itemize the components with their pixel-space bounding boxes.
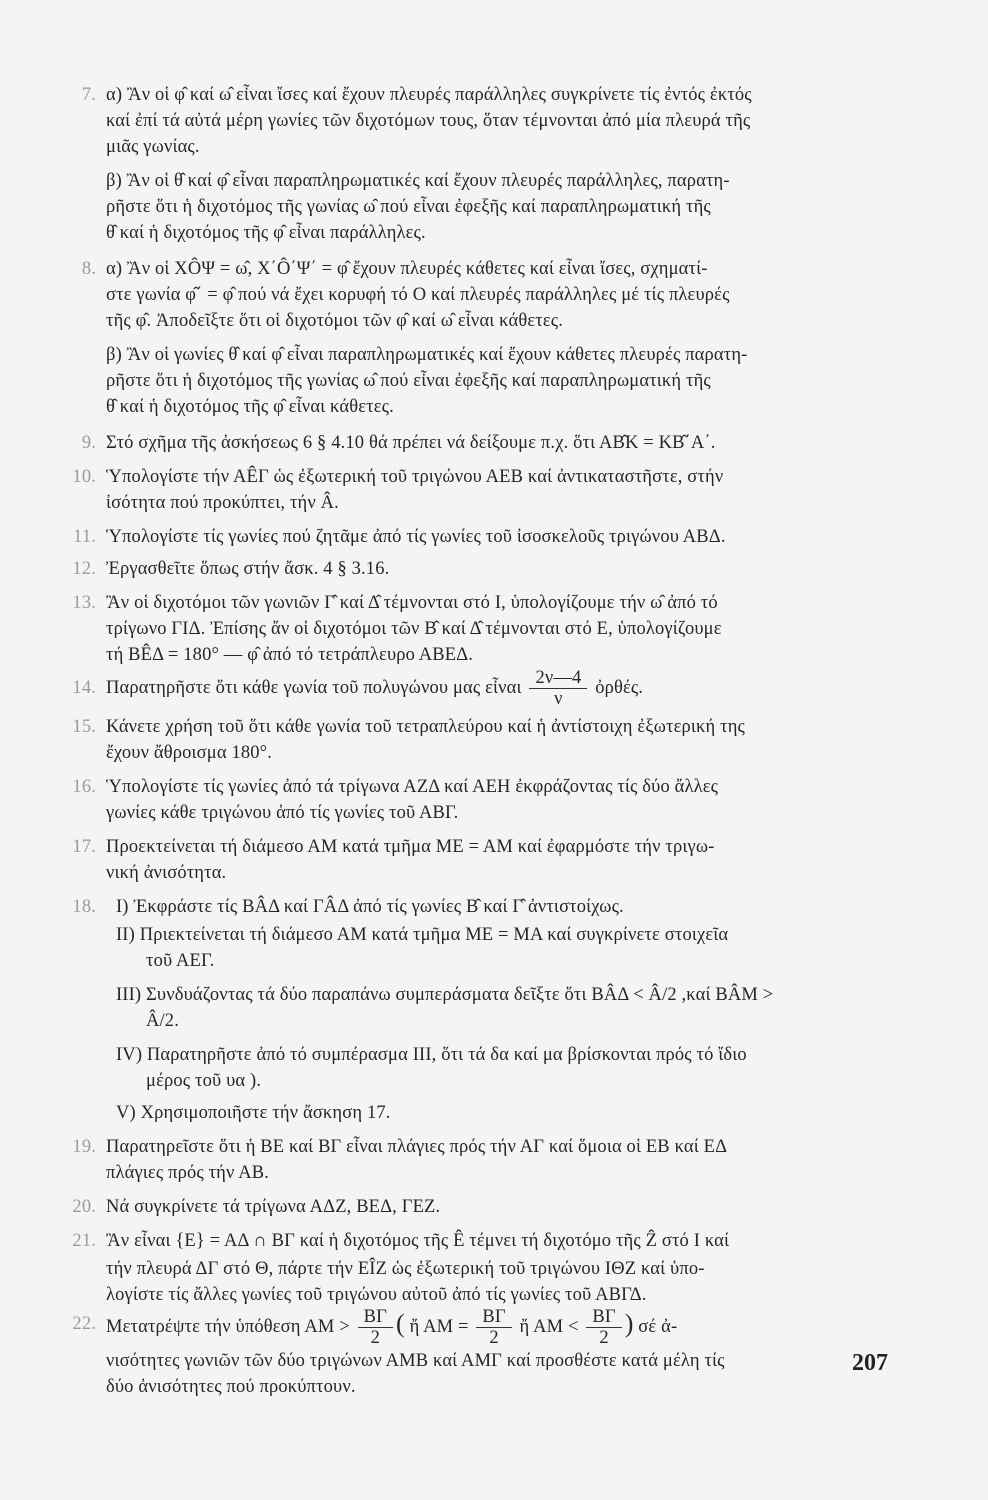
exercise-text: II) Πριεκτείνεται τή διάμεσο ΑΜ κατά τμῆμα ΜΕ = ΜΑ καί συγκρίνετε στοιχεῖα [116, 925, 729, 945]
exercise-number: 14. [72, 678, 96, 698]
exercise-text: ρῆστε ὅτι ἡ διχοτόμος τῆς γωνίας ω̂ πού εἶναι ἐφεξῆς καί παραπληρωματική τῆς [106, 371, 711, 391]
exercise-text: α) Ἂν οἱ φ̂ καί ω̂ εἶναι ἴσες καί ἔχουν πλευρές παράλληλες συγκρίνετε τίς ἐντός ἐκτός [106, 85, 752, 105]
exercise-number: 10. [72, 467, 96, 487]
exercise-text: β) Ἂν οἱ γωνίες θ̂ καί φ̂ εἶναι παραπληρωματικές καί ἔχουν κάθετες πλευρές παρατη- [106, 345, 748, 365]
exercise-text-part: σέ ἀ- [638, 1317, 678, 1337]
fraction [586, 1307, 621, 1348]
exercise-text: Â/2. [146, 1011, 179, 1031]
exercise-text: Ἐργασθεῖτε ὅπως στήν ἄσκ. 4 § 3.16. [106, 559, 390, 579]
exercise-text: Ἂν οἱ διχοτόμοι τῶν γωνιῶν Γ̂ καί Δ̂ τέμνονται στό Ι, ὑπολογίζουμε τήν ω̂ ἀπό τό [106, 593, 718, 613]
exercise-text: Ἂν εἶναι {Ε} = ΑΔ ∩ ΒΓ καί ἡ διχοτόμος τῆς Ê τέμνει τή διχοτόμο τῆς Ẑ στό Ι καί [106, 1231, 730, 1251]
exercise-text [106, 1302, 677, 1349]
fraction-numerator: ΒΓ [476, 1307, 511, 1328]
exercise-text: Ὑπολογίστε τίς γωνίες πού ζητᾶμε ἀπό τίς γωνίες τοῦ ἰσοσκελοῦς τριγώνου ΑΒΔ. [106, 527, 726, 547]
exercise-number: 12. [72, 559, 96, 579]
exercise-text: μέρος τοῦ υα ). [146, 1071, 262, 1091]
exercise-number: 22. [72, 1314, 96, 1334]
exercise-text: τοῦ ΑΕΓ. [146, 951, 215, 971]
exercise-text: τή ΒÊΔ = 180° — φ̂ ἀπό τό τετράπλευρο ΑΒΕΔ. [106, 645, 474, 665]
exercise-text: I) Ἐκφράστε τίς ΒÂΔ καί ΓÂΔ ἀπό τίς γωνίες Β̂ καί Γ̂ ἀντιστοίχως. [116, 897, 624, 917]
fraction-numerator: ΒΓ [358, 1307, 393, 1328]
fraction [358, 1307, 393, 1348]
exercise-text: III) Συνδυάζοντας τά δύο παραπάνω συμπεράσματα δεῖξτε ὅτι ΒÂΔ < Â/2 ,καί ΒÂΜ > [116, 985, 774, 1005]
fraction-denominator: 2 [489, 1328, 499, 1349]
exercise-text: Ὑπολογίστε τήν ΑÊΓ ὡς ἐξωτερική τοῦ τριγώνου ΑΕΒ καί ἀντικαταστῆστε, στήν [106, 467, 724, 487]
exercise-text-before: Παρατηρῆστε ὅτι κάθε γωνία τοῦ πολυγώνου μας εἶναι [106, 678, 522, 698]
exercise-text: ἔχουν ἄθροισμα 180°. [106, 743, 272, 763]
exercise-text: στε γωνία φ̂΄ = φ̂ πού νά ἔχει κορυφή τό Ο καί πλευρές παράλληλες μέ τίς πλευρές [106, 285, 730, 305]
fraction [529, 668, 587, 709]
exercise-number: 16. [72, 777, 96, 797]
exercise-text: ρῆστε ὅτι ἡ διχοτόμος τῆς γωνίας ω̂ πού εἶναι ἐφεξῆς καί παραπληρωματική τῆς [106, 197, 711, 217]
exercise-text: V) Χρησιμοποιῆστε τήν ἄσκηση 17. [116, 1103, 391, 1123]
exercise-number: 8. [81, 259, 96, 279]
exercise-number: 20. [72, 1197, 96, 1217]
exercise-number: 15. [72, 717, 96, 737]
exercise-text: λογίστε τίς ἄλλες γωνίες τοῦ τριγώνου αὐτοῦ ἀπό τίς γωνίες τοῦ ΑΒΓΔ. [106, 1285, 647, 1305]
exercise-text: νισότητες γωνιῶν τῶν δύο τριγώνων ΑΜΒ καί ΑΜΓ καί προσθέστε κατά μέλη τίς [106, 1351, 725, 1371]
exercise-text: πλάγιες πρός τήν ΑΒ. [106, 1163, 270, 1183]
exercise-text [106, 668, 643, 709]
exercise-text: Στό σχῆμα τῆς ἀσκήσεως 6 § 4.10 θά πρέπει νά δείξουμε π.χ. ὅτι ΑΒ̂Κ = ΚΒ̂΄Α΄. [106, 433, 716, 453]
exercise-number: 21. [72, 1231, 96, 1251]
exercise-text: β) Ἂν οἱ θ̂ καί φ̂ εἶναι παραπληρωματικές καί ἔχουν πλευρές παράλληλες, παρατη- [106, 171, 730, 191]
exercise-number: 18. [72, 897, 96, 917]
exercise-text: IV) Παρατηρῆστε ἀπό τό συμπέρασμα ΙΙΙ, ὅτι τά δα καί μα βρίσκονται πρός τό ἴδιο [116, 1045, 747, 1065]
exercise-text: δύο ἀνισότητες πού προκύπτουν. [106, 1377, 356, 1397]
exercise-text: καί ἐπί τά αὐτά μέρη γωνίες τῶν διχοτόμων τους, ὅταν τέμνονται ἀπό μία πλευρά τῆς [106, 111, 751, 131]
exercise-text-part: ἤ ΑΜ < [519, 1317, 579, 1337]
exercise-number: 11. [73, 527, 96, 547]
exercise-number: 9. [81, 433, 96, 453]
exercise-text: θ̂ καί ἡ διχοτόμος τῆς φ̂ εἶναι παράλληλες. [106, 223, 426, 243]
fraction-denominator: 2 [599, 1328, 609, 1349]
fraction-denominator: 2 [370, 1328, 380, 1349]
close-paren: ) [624, 1309, 634, 1338]
page-number: 207 [852, 1350, 888, 1376]
exercise-text: τῆς φ̂. Ἀποδεῖξτε ὅτι οἱ διχοτόμοι τῶν φ̂ καί ω̂ εἶναι κάθετες. [106, 311, 564, 331]
fraction-denominator: ν [554, 689, 563, 710]
exercise-number: 7. [81, 85, 96, 105]
exercise-text: τρίγωνο ΓΙΔ. Ἐπίσης ἄν οἱ διχοτόμοι τῶν Β̂ καί Δ̂ τέμνονται στό Ε, ὑπολογίζουμε [106, 619, 722, 639]
exercise-text: Παρατηρεῖστε ὅτι ἡ ΒΕ καί ΒΓ εἶναι πλάγιες πρός τήν ΑΓ καί ὅμοια οἱ ΕΒ καί ΕΔ [106, 1137, 728, 1157]
exercise-text: νική ἀνισότητα. [106, 863, 227, 883]
exercise-text-part: Μετατρέψτε τήν ὑπόθεση ΑΜ > [106, 1317, 350, 1337]
exercise-number: 19. [72, 1137, 96, 1157]
exercise-number: 17. [72, 837, 96, 857]
exercise-text: Νά συγκρίνετε τά τρίγωνα ΑΔΖ, ΒΕΔ, ΓΕΖ. [106, 1197, 441, 1217]
exercise-text-after: ὀρθές. [595, 678, 644, 698]
exercise-text: Ὑπολογίστε τίς γωνίες ἀπό τά τρίγωνα ΑΖΔ καί ΑΕΗ ἐκφράζοντας τίς δύο ἄλλες [106, 777, 719, 797]
exercise-text: τήν πλευρά ΔΓ στό Θ, πάρτε τήν ΕÎΖ ὡς ἐξωτερική τοῦ τριγώνου ΙΘΖ καί ὑπο- [106, 1259, 705, 1279]
fraction-numerator: 2ν—4 [529, 668, 587, 689]
exercise-text: Κάνετε χρήση τοῦ ὅτι κάθε γωνία τοῦ τετραπλεύρου καί ἡ ἀντίστοιχη ἐξωτερική της [106, 717, 746, 737]
fraction-numerator: ΒΓ [586, 1307, 621, 1328]
exercise-number: 13. [72, 593, 96, 613]
exercise-text: θ̂ καί ἡ διχοτόμος τῆς φ̂ εἶναι κάθετες. [106, 397, 394, 417]
exercise-text: α) Ἂν οἱ ΧÔΨ = ω̂, Χ΄Ô΄Ψ΄ = φ̂ ἔχουν πλευρές κάθετες καί εἶναι ἴσες, σχηματί- [106, 259, 708, 279]
exercise-text-part: ἤ ΑΜ = [409, 1317, 469, 1337]
exercise-text: γωνίες κάθε τριγώνου ἀπό τίς γωνίες τοῦ ΑΒΓ. [106, 803, 459, 823]
exercise-text: μιᾶς γωνίας. [106, 137, 200, 157]
exercise-text: Προεκτείνεται τή διάμεσο ΑΜ κατά τμῆμα ΜΕ = ΑΜ καί ἐφαρμόστε τήν τριγω- [106, 837, 715, 857]
fraction [476, 1307, 511, 1348]
open-paren: ( [395, 1309, 405, 1338]
exercise-text: ἰσότητα πού προκύπτει, τήν Â. [106, 493, 339, 513]
